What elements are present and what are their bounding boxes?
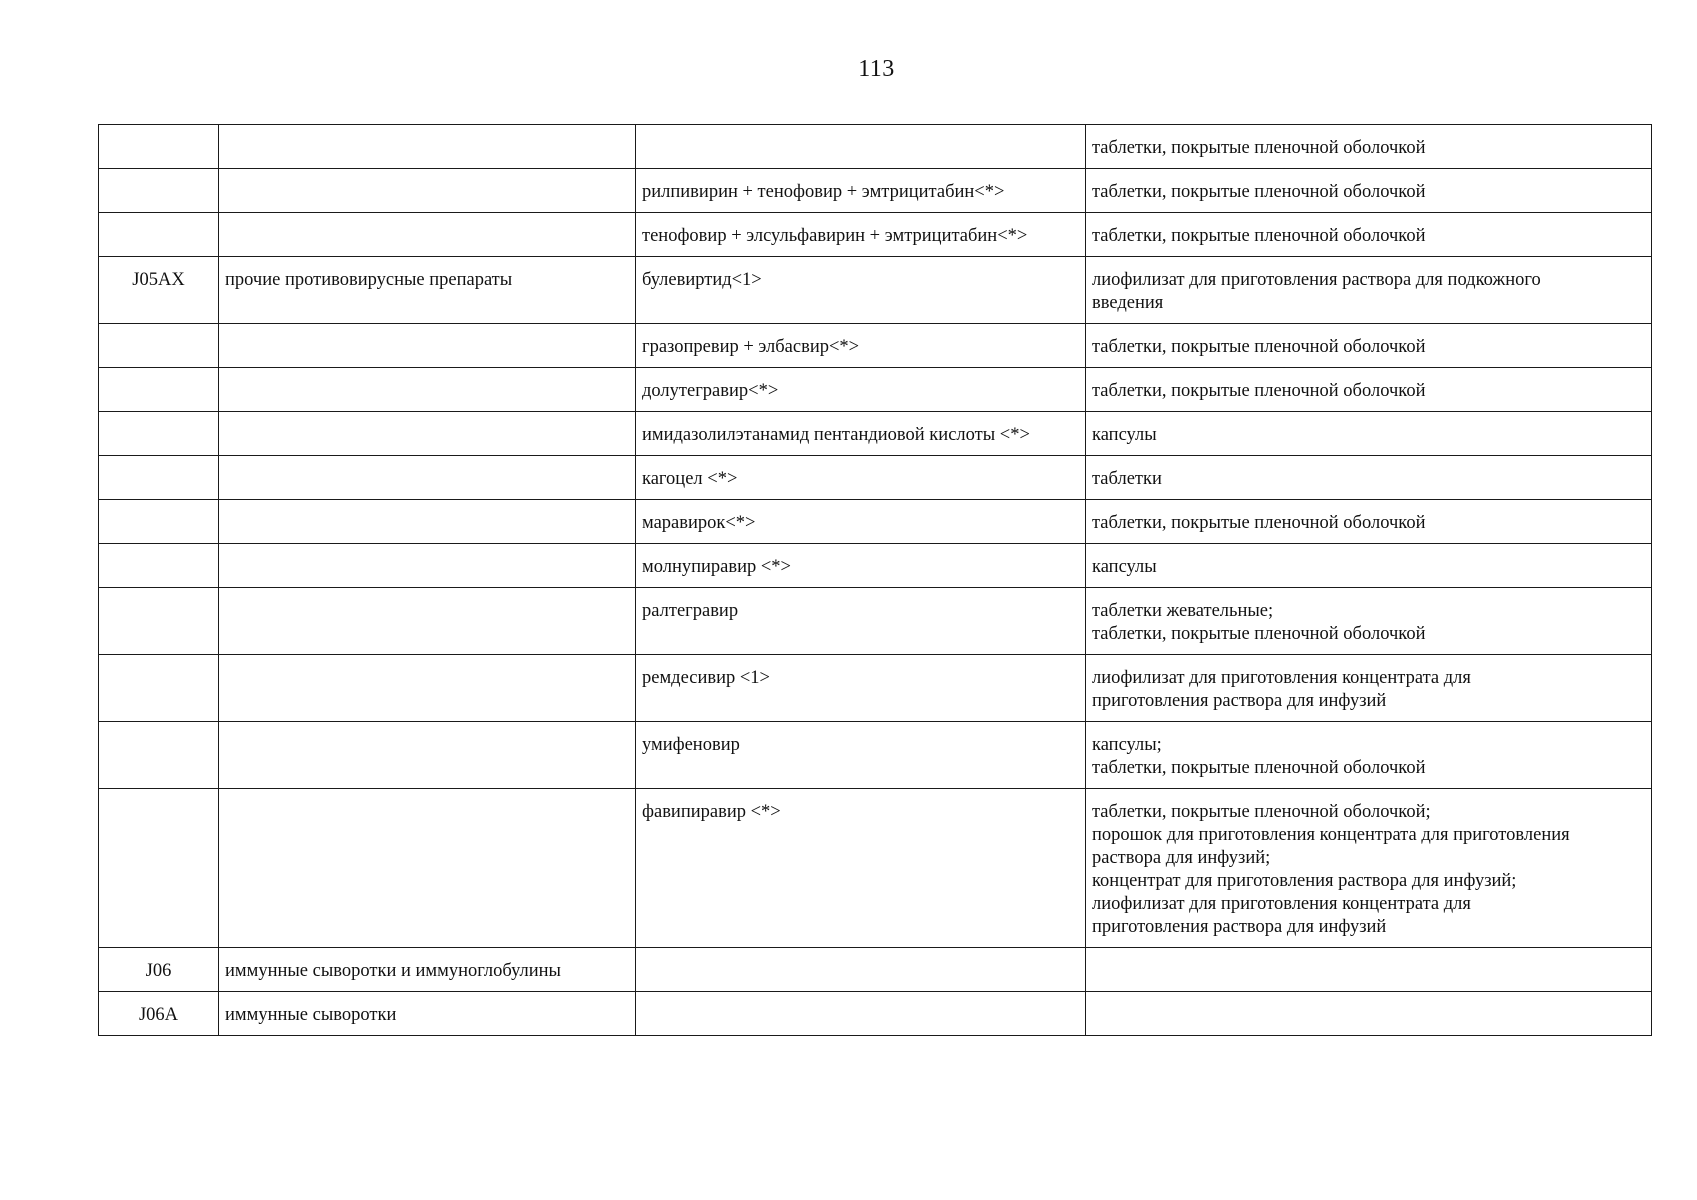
group-name-cell: [219, 125, 636, 169]
dosage-form-cell: [1086, 169, 1652, 213]
group-name-cell: [219, 324, 636, 368]
dosage-form-cell: [1086, 655, 1652, 722]
atc-code-cell: [99, 456, 219, 500]
dosage-form-cell: [1086, 213, 1652, 257]
dosage-form-line: таблетки, покрытые пленочной оболочкой: [1092, 513, 1426, 533]
atc-code-cell: J06: [99, 948, 219, 992]
atc-code-cell: [99, 655, 219, 722]
drug-name-cell: маравирок<*>: [636, 500, 1086, 544]
dosage-form-cell: [1086, 125, 1652, 169]
atc-code-cell: [99, 544, 219, 588]
dosage-form-line: капсулы: [1092, 557, 1157, 577]
atc-code-cell: J05AX: [99, 257, 219, 324]
atc-code-cell: [99, 169, 219, 213]
group-name-cell: [219, 169, 636, 213]
dosage-form-line: лиофилизат для приготовления концентрата для: [1092, 894, 1471, 914]
table-row: [99, 456, 1652, 500]
table-row: [99, 500, 1652, 544]
atc-code-cell: [99, 368, 219, 412]
atc-code-cell: J06A: [99, 992, 219, 1036]
table-row: [99, 655, 1652, 722]
dosage-form-cell: [1086, 324, 1652, 368]
dosage-form-line: таблетки, покрытые пленочной оболочкой: [1092, 138, 1426, 158]
dosage-form-cell: [1086, 992, 1652, 1036]
group-name-cell: [219, 544, 636, 588]
drug-name-cell: имидазолилэтанамид пентандиовой кислоты <*>: [636, 412, 1086, 456]
dosage-form-cell: [1086, 948, 1652, 992]
table-row: [99, 992, 1652, 1036]
dosage-form-cell: [1086, 456, 1652, 500]
group-name-cell: [219, 412, 636, 456]
group-name-cell: [219, 213, 636, 257]
group-name-cell: [219, 456, 636, 500]
dosage-form-line: введения: [1092, 293, 1164, 313]
drug-name-cell: тенофовир + элсульфавирин + эмтрицитабин<*>: [636, 213, 1086, 257]
atc-code-cell: [99, 588, 219, 655]
atc-code-cell: [99, 722, 219, 789]
dosage-form-line: капсулы: [1092, 425, 1157, 445]
drug-name-cell: булевиртид<1>: [636, 257, 1086, 324]
table-row: [99, 722, 1652, 789]
atc-code-cell: [99, 500, 219, 544]
drug-name-cell: [636, 125, 1086, 169]
dosage-form-line: приготовления раствора для инфузий: [1092, 917, 1387, 937]
dosage-form-line: раствора для инфузий;: [1092, 848, 1271, 868]
drug-name-cell: кагоцел <*>: [636, 456, 1086, 500]
group-name-cell: иммунные сыворотки: [219, 992, 636, 1036]
atc-code-cell: [99, 125, 219, 169]
atc-code-cell: [99, 412, 219, 456]
table-row: [99, 368, 1652, 412]
table-row: [99, 588, 1652, 655]
group-name-cell: [219, 655, 636, 722]
dosage-form-line: лиофилизат для приготовления концентрата для: [1092, 668, 1471, 688]
dosage-form-cell: [1086, 257, 1652, 324]
table-row: [99, 948, 1652, 992]
dosage-form-line: [1092, 1004, 1645, 1027]
table-row: [99, 125, 1652, 169]
drug-name-cell: [636, 948, 1086, 992]
dosage-form-line: таблетки, покрытые пленочной оболочкой: [1092, 381, 1426, 401]
drug-name-cell: [636, 992, 1086, 1036]
dosage-form-line: таблетки, покрытые пленочной оболочкой: [1092, 624, 1426, 644]
drug-name-cell: молнупиравир <*>: [636, 544, 1086, 588]
group-name-cell: прочие противовирусные препараты: [219, 257, 636, 324]
drug-table: [98, 124, 1652, 1036]
atc-code-cell: [99, 213, 219, 257]
table-row: [99, 213, 1652, 257]
dosage-form-cell: [1086, 368, 1652, 412]
drug-name-cell: долутегравир<*>: [636, 368, 1086, 412]
drug-name-cell: рилпивирин + тенофовир + эмтрицитабин<*>: [636, 169, 1086, 213]
dosage-form-cell: [1086, 588, 1652, 655]
dosage-form-cell: [1086, 789, 1652, 948]
drug-name-cell: умифеновир: [636, 722, 1086, 789]
table-row: [99, 169, 1652, 213]
dosage-form-line: таблетки, покрытые пленочной оболочкой;: [1092, 802, 1431, 822]
dosage-form-line: таблетки: [1092, 469, 1162, 489]
dosage-form-line: таблетки, покрытые пленочной оболочкой: [1092, 337, 1426, 357]
dosage-form-line: лиофилизат для приготовления раствора для подкожного: [1092, 270, 1541, 290]
drug-name-cell: фавипиравир <*>: [636, 789, 1086, 948]
table-row: [99, 412, 1652, 456]
dosage-form-line: [1092, 960, 1645, 983]
dosage-form-line: таблетки, покрытые пленочной оболочкой: [1092, 758, 1426, 778]
dosage-form-cell: [1086, 500, 1652, 544]
group-name-cell: [219, 368, 636, 412]
drug-name-cell: ралтегравир: [636, 588, 1086, 655]
group-name-cell: [219, 500, 636, 544]
drug-name-cell: гразопревир + элбасвир<*>: [636, 324, 1086, 368]
dosage-form-line: приготовления раствора для инфузий: [1092, 691, 1387, 711]
dosage-form-cell: [1086, 722, 1652, 789]
table-row: [99, 324, 1652, 368]
table-row: [99, 789, 1652, 948]
dosage-form-line: порошок для приготовления концентрата для приготовления: [1092, 825, 1570, 845]
dosage-form-line: таблетки жевательные;: [1092, 601, 1274, 621]
page-number: 113: [858, 56, 895, 82]
group-name-cell: [219, 789, 636, 948]
atc-code-cell: [99, 789, 219, 948]
group-name-cell: иммунные сыворотки и иммуноглобулины: [219, 948, 636, 992]
dosage-form-cell: [1086, 544, 1652, 588]
table-row: [99, 544, 1652, 588]
dosage-form-line: таблетки, покрытые пленочной оболочкой: [1092, 182, 1426, 202]
drug-name-cell: ремдесивир <1>: [636, 655, 1086, 722]
dosage-form-line: капсулы;: [1092, 735, 1162, 755]
dosage-form-cell: [1086, 412, 1652, 456]
table-row: [99, 257, 1652, 324]
atc-code-cell: [99, 324, 219, 368]
group-name-cell: [219, 722, 636, 789]
dosage-form-line: концентрат для приготовления раствора для инфузий;: [1092, 871, 1517, 891]
dosage-form-line: таблетки, покрытые пленочной оболочкой: [1092, 226, 1426, 246]
group-name-cell: [219, 588, 636, 655]
